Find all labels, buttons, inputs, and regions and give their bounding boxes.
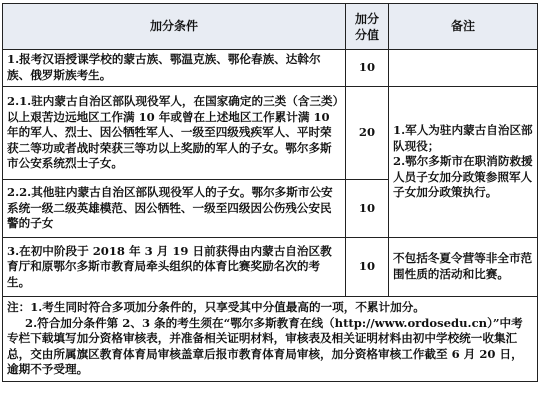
notes-row <box>3 297 538 382</box>
condition-cell-2-1: 2.1.驻内蒙古自治区部队现役军人，在国家确定的三类（含三类）以上艰苦边远地区工作满 10 年或曾在上述地区工作累计满 10 年的军人、烈士、因公牺牲军人、一级至四级残疾军人、平时荣获二等功或者战时荣获三等功以上奖励的军人的子女。鄂尔多斯市公安系统烈士子女。 <box>3 87 346 180</box>
table-row <box>3 238 538 297</box>
score-cell-2-2: 10 <box>346 180 389 238</box>
bonus-points-table <box>2 3 538 382</box>
header-row <box>3 4 538 50</box>
table-row <box>3 50 538 87</box>
header-score-text: 加分 分值 <box>354 11 379 42</box>
remark-cell-1 <box>389 50 538 87</box>
remark-cell-2 <box>389 87 538 238</box>
header-condition: 加分条件 <box>3 4 346 50</box>
score-cell-3: 10 <box>346 238 389 297</box>
score-cell-2-1: 20 <box>346 87 389 180</box>
condition-cell-1: 1.报考汉语授课学校的蒙古族、鄂温克族、鄂伦春族、达斡尔族、俄罗斯族考生。 <box>3 50 346 87</box>
condition-cell-3: 3.在初中阶段于 2018 年 3 月 19 日前获得由内蒙古自治区教育厅和原鄂尔多斯市教育局牵头组织的体育比赛奖励名次的考生。 <box>3 238 346 297</box>
remark-cell-3: 不包括冬夏令营等非全市范围性质的活动和比赛。 <box>389 238 538 297</box>
remark-text-2: 1.军人为驻内蒙古自治区部队现役； 2.鄂尔多斯市在职消防救援人员子女加分政策参照军人子女加分政策执行。 <box>393 123 533 200</box>
score-cell-1: 10 <box>346 50 389 87</box>
header-score <box>346 4 389 50</box>
condition-cell-2-2: 2.2.其他驻内蒙古自治区部队现役军人的子女。鄂尔多斯市公安系统一级二级英雄模范、因公牺牲、一级至四级因公伤残公安民警的子女 <box>3 180 346 238</box>
notes-cell <box>3 297 538 382</box>
note-1: 注：1.考生同时符合多项加分条件的，只享受其中分值最高的一项，不累计加分。 <box>7 300 425 314</box>
note-2: 2.符合加分条件第 2、3 条的考生须在“鄂尔多斯教育在线（http://www.ordosedu.cn）”中考专栏下载填写加分资格审核表，并准备相关证明材料，审核表及相关证明材料由初中学校统一收集汇总，交由所属旗区教育体育局审核盖章后报市教育体育局审核，加分资格审核工作截至 6 月 20 日，逾期不予受理。 <box>7 315 523 377</box>
table-row <box>3 87 538 180</box>
header-remark: 备注 <box>389 4 538 50</box>
